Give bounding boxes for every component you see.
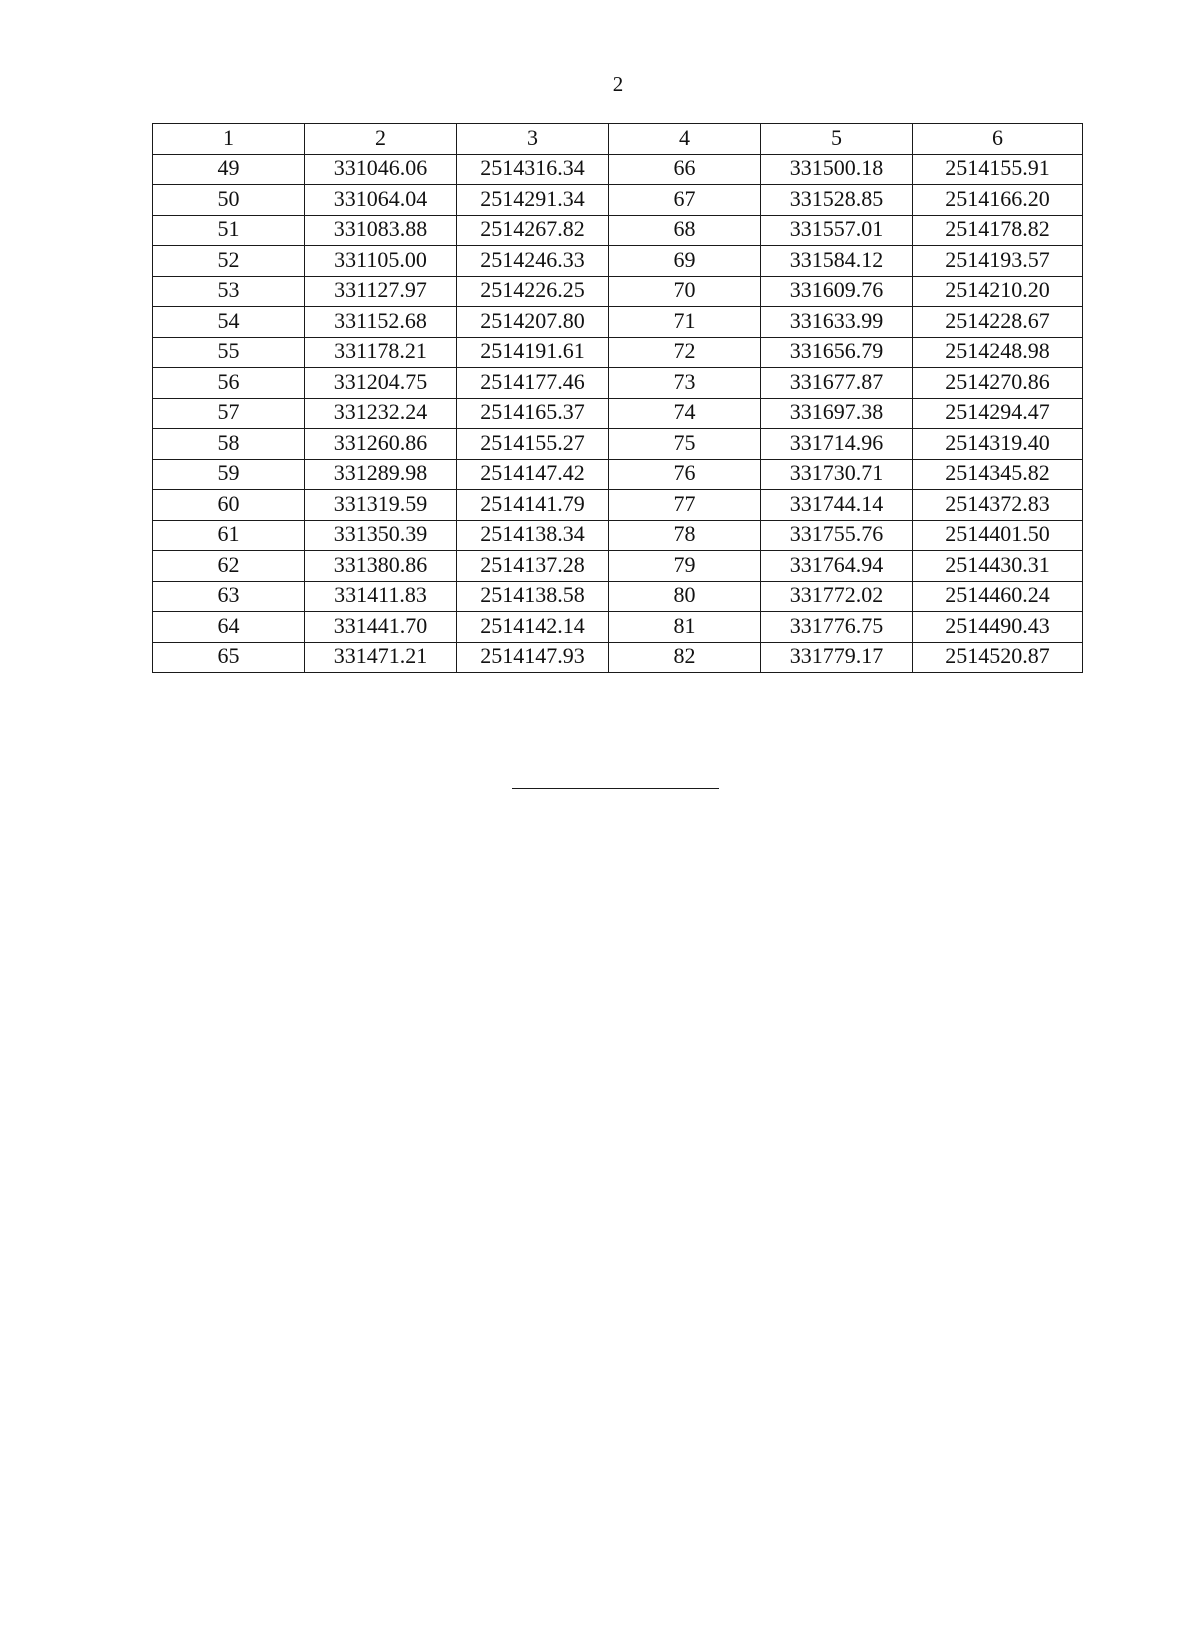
page-number: 2 — [612, 72, 624, 96]
table-cell: 51 — [153, 215, 305, 246]
table-cell: 72 — [609, 337, 761, 368]
table-cell: 331127.97 — [305, 276, 457, 307]
table-header — [153, 124, 1083, 155]
table-cell: 62 — [153, 551, 305, 582]
table-cell: 2514210.20 — [913, 276, 1083, 307]
table-cell: 331289.98 — [305, 459, 457, 490]
table-cell: 2514177.46 — [457, 368, 609, 399]
table-row — [153, 429, 1083, 460]
table-row — [153, 642, 1083, 673]
table-cell: 2514137.28 — [457, 551, 609, 582]
column-header: 3 — [457, 124, 609, 155]
table-cell: 2514372.83 — [913, 490, 1083, 521]
column-header: 4 — [609, 124, 761, 155]
column-header: 2 — [305, 124, 457, 155]
table-cell: 2514430.31 — [913, 551, 1083, 582]
table-cell: 80 — [609, 581, 761, 612]
table-body — [153, 154, 1083, 673]
table-row — [153, 215, 1083, 246]
table-cell: 76 — [609, 459, 761, 490]
table-cell: 331755.76 — [761, 520, 913, 551]
table-cell: 331319.59 — [305, 490, 457, 521]
table-cell: 331557.01 — [761, 215, 913, 246]
table-cell: 59 — [153, 459, 305, 490]
table-cell: 79 — [609, 551, 761, 582]
table-cell: 78 — [609, 520, 761, 551]
table-cell: 331744.14 — [761, 490, 913, 521]
table-cell: 331584.12 — [761, 246, 913, 277]
table-cell: 331697.38 — [761, 398, 913, 429]
table-row — [153, 551, 1083, 582]
table-cell: 71 — [609, 307, 761, 338]
table-row — [153, 520, 1083, 551]
table-cell: 2514270.86 — [913, 368, 1083, 399]
table-cell: 50 — [153, 185, 305, 216]
table-cell: 65 — [153, 642, 305, 673]
table-cell: 53 — [153, 276, 305, 307]
table-cell: 331064.04 — [305, 185, 457, 216]
table-cell: 73 — [609, 368, 761, 399]
table-cell: 2514178.82 — [913, 215, 1083, 246]
table-cell: 2514191.61 — [457, 337, 609, 368]
table-cell: 60 — [153, 490, 305, 521]
table-cell: 75 — [609, 429, 761, 460]
table-cell: 77 — [609, 490, 761, 521]
table-cell: 2514246.33 — [457, 246, 609, 277]
table-cell: 2514147.93 — [457, 642, 609, 673]
table-row — [153, 337, 1083, 368]
table-row — [153, 185, 1083, 216]
table-cell: 66 — [609, 154, 761, 185]
table-cell: 331677.87 — [761, 368, 913, 399]
table-cell: 2514142.14 — [457, 612, 609, 643]
table-cell: 2514155.91 — [913, 154, 1083, 185]
table-cell: 2514165.37 — [457, 398, 609, 429]
table-cell: 331105.00 — [305, 246, 457, 277]
table-cell: 82 — [609, 642, 761, 673]
table-cell: 331083.88 — [305, 215, 457, 246]
table-cell: 331776.75 — [761, 612, 913, 643]
table-cell: 331714.96 — [761, 429, 913, 460]
table-cell: 331633.99 — [761, 307, 913, 338]
table-cell: 2514166.20 — [913, 185, 1083, 216]
table-cell: 331656.79 — [761, 337, 913, 368]
table-row — [153, 398, 1083, 429]
end-rule — [512, 788, 719, 789]
table-cell: 331609.76 — [761, 276, 913, 307]
table-cell: 56 — [153, 368, 305, 399]
column-header: 1 — [153, 124, 305, 155]
table-row — [153, 490, 1083, 521]
table-cell: 2514141.79 — [457, 490, 609, 521]
table-cell: 331764.94 — [761, 551, 913, 582]
table-cell: 55 — [153, 337, 305, 368]
column-header: 5 — [761, 124, 913, 155]
table-cell: 331779.17 — [761, 642, 913, 673]
table-cell: 331232.24 — [305, 398, 457, 429]
table-cell: 74 — [609, 398, 761, 429]
table-cell: 2514155.27 — [457, 429, 609, 460]
table-cell: 2514520.87 — [913, 642, 1083, 673]
table-cell: 331260.86 — [305, 429, 457, 460]
table-cell: 2514248.98 — [913, 337, 1083, 368]
table-cell: 57 — [153, 398, 305, 429]
table-row — [153, 459, 1083, 490]
table-cell: 2514138.34 — [457, 520, 609, 551]
column-header: 6 — [913, 124, 1083, 155]
table-cell: 49 — [153, 154, 305, 185]
table-cell: 331350.39 — [305, 520, 457, 551]
table-cell: 81 — [609, 612, 761, 643]
table-cell: 2514226.25 — [457, 276, 609, 307]
table-cell: 70 — [609, 276, 761, 307]
table-cell: 61 — [153, 520, 305, 551]
table-cell: 331441.70 — [305, 612, 457, 643]
table-cell: 64 — [153, 612, 305, 643]
table-cell: 2514193.57 — [913, 246, 1083, 277]
table-cell: 331772.02 — [761, 581, 913, 612]
table-cell: 2514291.34 — [457, 185, 609, 216]
table-cell: 2514207.80 — [457, 307, 609, 338]
table-row — [153, 307, 1083, 338]
table-cell: 2514401.50 — [913, 520, 1083, 551]
table-cell: 331178.21 — [305, 337, 457, 368]
table-cell: 331046.06 — [305, 154, 457, 185]
table-cell: 2514294.47 — [913, 398, 1083, 429]
table-row — [153, 612, 1083, 643]
table-cell: 2514267.82 — [457, 215, 609, 246]
table-cell: 331380.86 — [305, 551, 457, 582]
table-cell: 2514345.82 — [913, 459, 1083, 490]
table-cell: 63 — [153, 581, 305, 612]
table-header-row — [153, 124, 1083, 155]
table-cell: 331500.18 — [761, 154, 913, 185]
table-cell: 331204.75 — [305, 368, 457, 399]
table-cell: 2514460.24 — [913, 581, 1083, 612]
table-row — [153, 276, 1083, 307]
table-cell: 331528.85 — [761, 185, 913, 216]
table-cell: 331152.68 — [305, 307, 457, 338]
table-cell: 2514228.67 — [913, 307, 1083, 338]
table-row — [153, 246, 1083, 277]
table-row — [153, 368, 1083, 399]
table-cell: 68 — [609, 215, 761, 246]
table-cell: 2514147.42 — [457, 459, 609, 490]
table-cell: 69 — [609, 246, 761, 277]
table-row — [153, 154, 1083, 185]
table-cell: 2514319.40 — [913, 429, 1083, 460]
table-cell: 52 — [153, 246, 305, 277]
table-row — [153, 581, 1083, 612]
table-cell: 2514490.43 — [913, 612, 1083, 643]
table-cell: 2514316.34 — [457, 154, 609, 185]
table-cell: 58 — [153, 429, 305, 460]
table-cell: 54 — [153, 307, 305, 338]
table-cell: 2514138.58 — [457, 581, 609, 612]
table-cell: 331730.71 — [761, 459, 913, 490]
table-cell: 331411.83 — [305, 581, 457, 612]
coordinates-table — [152, 123, 1083, 673]
table-cell: 331471.21 — [305, 642, 457, 673]
table-cell: 67 — [609, 185, 761, 216]
